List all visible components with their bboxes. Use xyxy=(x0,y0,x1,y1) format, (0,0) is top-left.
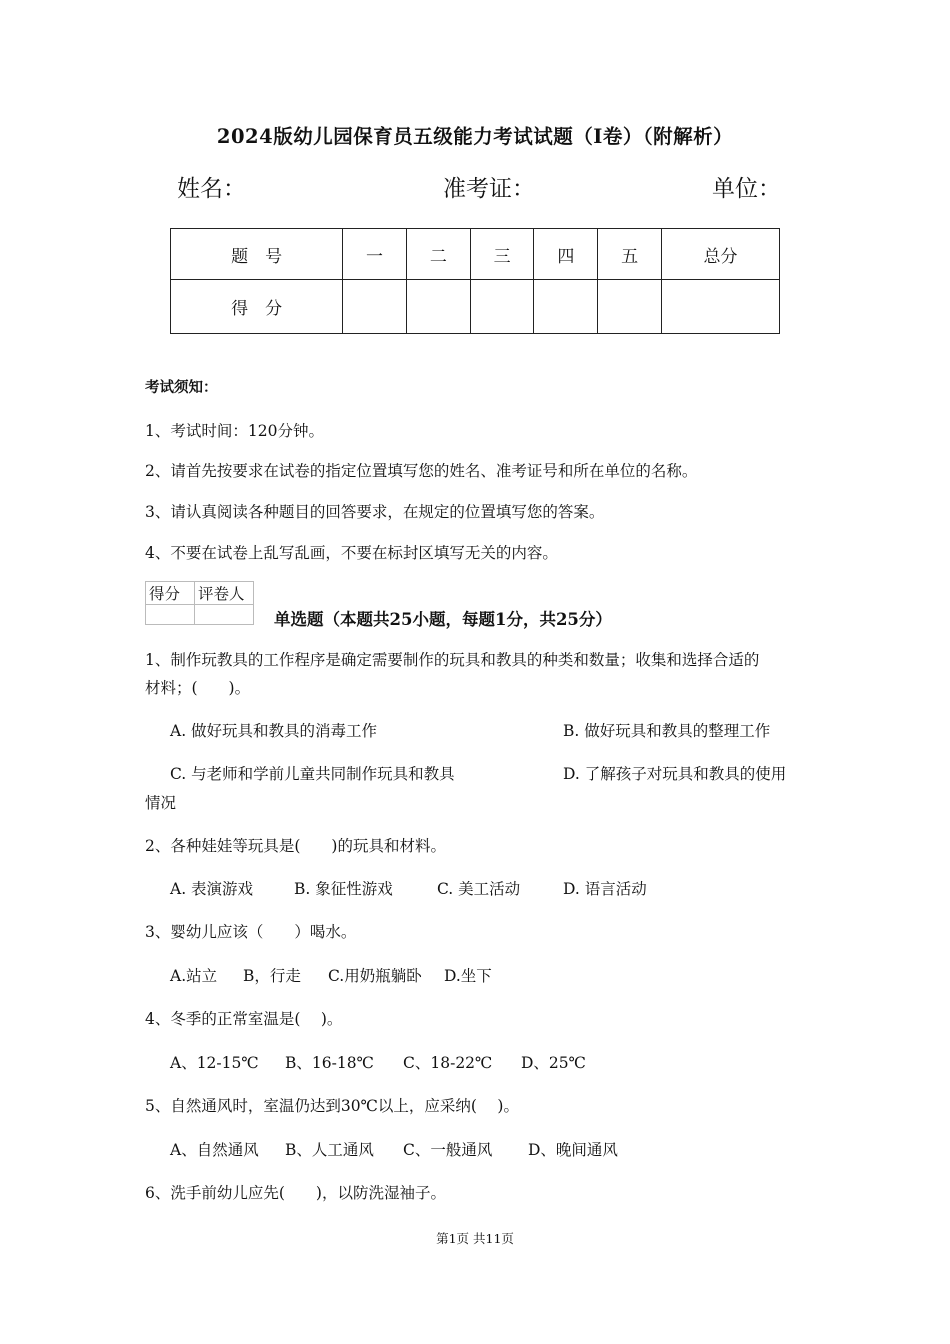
question-4-option-a: A、12-15℃ xyxy=(170,1054,259,1072)
question-1-stem-cont: 材料；( )。 xyxy=(145,679,251,697)
score-cell[interactable] xyxy=(470,280,534,334)
exam-id-label: 准考证： xyxy=(443,176,535,202)
score-header-cell: 三 xyxy=(470,229,534,280)
question-1-option-b: B. 做好玩具和教具的整理工作 xyxy=(563,722,771,740)
question-1-option-a: A. 做好玩具和教具的消毒工作 xyxy=(170,722,378,740)
page-title: 2024版幼儿园保育员五级能力考试试题（I卷）（附解析） xyxy=(216,125,734,148)
score-header-cell: 五 xyxy=(598,229,662,280)
score-cell[interactable] xyxy=(598,280,662,334)
score-cell[interactable] xyxy=(343,280,407,334)
question-3-option-a: A.站立 xyxy=(170,967,218,985)
name-label: 姓名： xyxy=(177,176,246,202)
score-cell[interactable] xyxy=(406,280,470,334)
question-5-option-a: A、自然通风 xyxy=(170,1141,259,1159)
notice-item: 1、考试时间：120分钟。 xyxy=(145,422,324,440)
question-2-option-d: D. 语言活动 xyxy=(563,880,647,898)
question-4-option-c: C、18-22℃ xyxy=(403,1054,493,1072)
question-3-option-d: D.坐下 xyxy=(444,967,492,985)
grader-score-cell[interactable] xyxy=(146,605,195,625)
notice-item: 3、请认真阅读各种题目的回答要求，在规定的位置填写您的答案。 xyxy=(145,503,605,521)
page-footer: 第1页 共11页 xyxy=(436,1231,514,1246)
grader-name-cell[interactable] xyxy=(195,605,254,625)
question-1-option-d-cont: 情况 xyxy=(145,794,177,812)
question-4-option-b: B、16-18℃ xyxy=(285,1054,374,1072)
question-2-stem: 2、各种娃娃等玩具是( )的玩具和材料。 xyxy=(145,837,446,855)
section-title: 单选题（本题共25小题，每题1分，共25分） xyxy=(274,610,612,629)
question-2-option-a: A. 表演游戏 xyxy=(170,880,254,898)
notice-heading: 考试须知： xyxy=(145,379,218,396)
question-1-option-d: D. 了解孩子对玩具和教具的使用 xyxy=(563,765,787,783)
question-5-option-d: D、晚间通风 xyxy=(528,1141,618,1159)
notice-item: 4、不要在试卷上乱写乱画，不要在标封区填写无关的内容。 xyxy=(145,544,558,562)
notice-item: 2、请首先按要求在试卷的指定位置填写您的姓名、准考证号和所在单位的名称。 xyxy=(145,462,698,480)
question-1-stem: 1、制作玩教具的工作程序是确定需要制作的玩具和教具的种类和数量；收集和选择合适的 xyxy=(145,651,760,669)
grader-name-label: 评卷人 xyxy=(195,582,254,605)
score-header-cell: 二 xyxy=(406,229,470,280)
score-cell[interactable] xyxy=(534,280,598,334)
score-row-label: 得 分 xyxy=(171,280,343,334)
score-cell[interactable] xyxy=(662,280,780,334)
question-4-option-d: D、25℃ xyxy=(521,1054,586,1072)
question-2-option-b: B. 象征性游戏 xyxy=(294,880,393,898)
question-3-option-c: C.用奶瓶躺卧 xyxy=(328,967,422,985)
question-3-option-b: B，行走 xyxy=(243,967,301,985)
question-4-stem: 4、冬季的正常室温是( )。 xyxy=(145,1010,343,1028)
score-header-cell: 总分 xyxy=(662,229,780,280)
question-5-stem: 5、自然通风时，室温仍达到30℃以上，应采纳( )。 xyxy=(145,1097,519,1115)
question-3-stem: 3、婴幼儿应该（ ）喝水。 xyxy=(145,923,357,941)
question-2-option-c: C. 美工活动 xyxy=(437,880,521,898)
score-header-cell: 题 号 xyxy=(171,229,343,280)
grader-score-label: 得分 xyxy=(146,582,195,605)
question-6-stem: 6、洗手前幼儿应先( )，以防洗湿袖子。 xyxy=(145,1184,446,1202)
question-1-option-c: C. 与老师和学前儿童共同制作玩具和教具 xyxy=(170,765,455,783)
unit-label: 单位： xyxy=(712,176,781,202)
grader-table xyxy=(145,581,254,625)
question-5-option-c: C、一般通风 xyxy=(403,1141,493,1159)
score-header-cell: 一 xyxy=(343,229,407,280)
question-5-option-b: B、人工通风 xyxy=(285,1141,374,1159)
score-table xyxy=(170,228,780,334)
score-header-cell: 四 xyxy=(534,229,598,280)
